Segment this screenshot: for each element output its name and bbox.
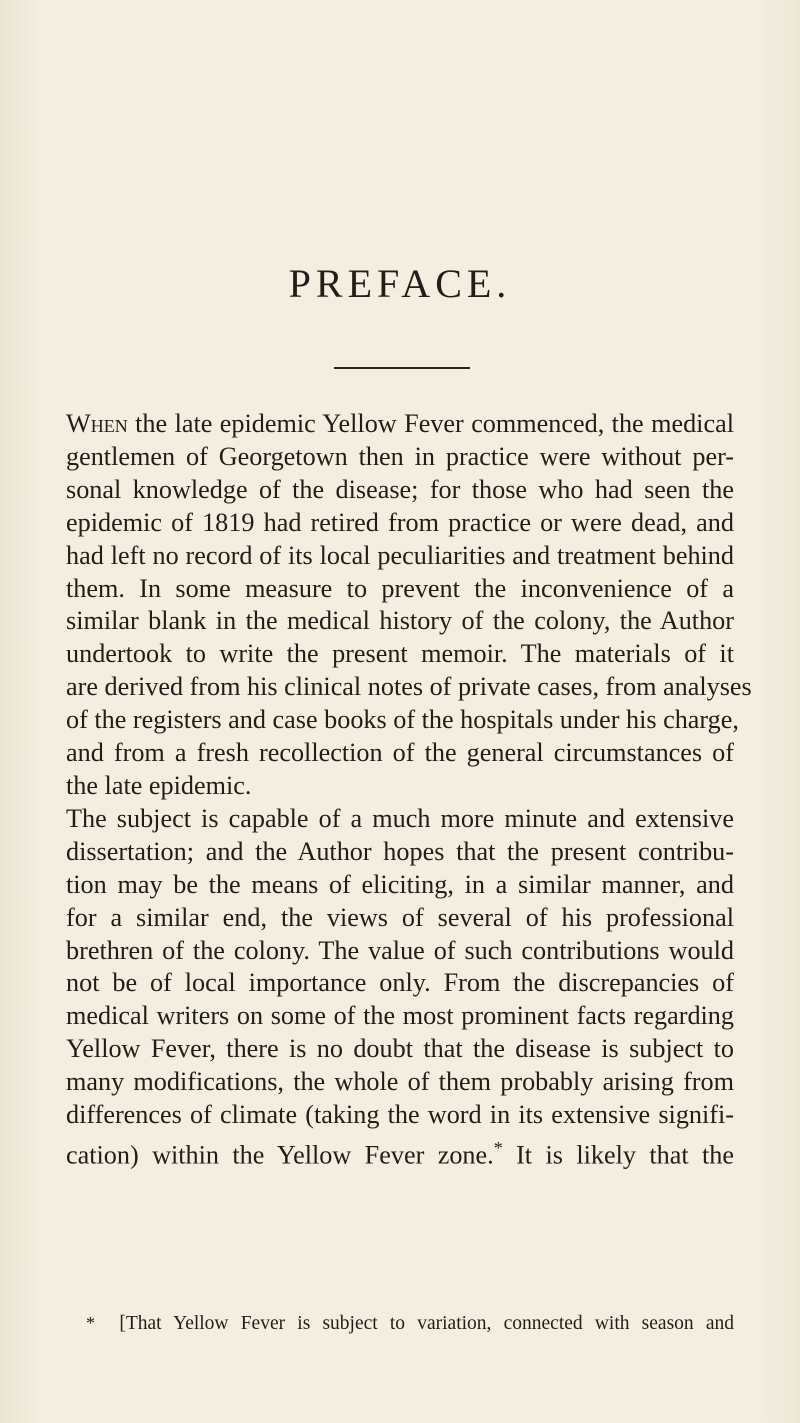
text-line: the late epidemic. bbox=[66, 770, 252, 800]
text-line: sonal knowledge of the disease; for those who had seen the bbox=[66, 474, 734, 504]
text-line: epidemic of 1819 had retired from practice or were dead, and bbox=[66, 507, 734, 537]
text-line: and from a fresh recollection of the general circumstances of bbox=[66, 738, 734, 768]
text-line: are derived from his clinical notes of private cases, from analyses bbox=[66, 672, 752, 702]
footnote-reference: * bbox=[493, 1137, 503, 1158]
text-line: for a similar end, the views of several of his professional bbox=[66, 902, 734, 932]
text-line: dissertation; and the Author hopes that the present contribu- bbox=[66, 836, 734, 866]
footnote-text: [That Yellow Fever is subject to variation, connected with season and bbox=[119, 1313, 735, 1334]
text-line: brethren of the colony. The value of such contributions would bbox=[66, 935, 734, 965]
text-line: The subject is capable of a much more minute and extensive bbox=[66, 803, 734, 833]
text-line: had left no record of its local peculiarities and treatment behind bbox=[66, 540, 734, 570]
footnote-marker: * bbox=[86, 1313, 95, 1333]
text-line: not be of local importance only. From the discrepancies of bbox=[66, 968, 734, 998]
footnote bbox=[86, 1311, 734, 1336]
preface-body bbox=[66, 408, 752, 1173]
text-line: differences of climate (taking the word in its extensive signifi- bbox=[66, 1100, 734, 1130]
text-line: medical writers on some of the most prominent facts regarding bbox=[66, 1001, 734, 1031]
text-line: of the registers and case books of the hospitals under his charge, bbox=[66, 705, 739, 735]
text-line: similar blank in the medical history of the colony, the Author bbox=[66, 606, 734, 636]
lead-word: When bbox=[66, 409, 128, 438]
text-line: When the late epidemic Yellow Fever commenced, the medical bbox=[66, 409, 734, 438]
text-line: Yellow Fever, there is no doubt that the disease is subject to bbox=[66, 1034, 734, 1064]
text-line: undertook to write the present memoir. The materials of it bbox=[66, 639, 734, 669]
text-line: them. In some measure to prevent the inconvenience of a bbox=[66, 573, 734, 603]
text-line: tion may be the means of eliciting, in a similar manner, and bbox=[66, 869, 734, 899]
text-line: many modifications, the whole of them probably arising from bbox=[66, 1067, 734, 1097]
page-title: PREFACE. bbox=[288, 261, 512, 306]
text-line: gentlemen of Georgetown then in practice were without per- bbox=[66, 441, 734, 471]
text-line: cation) within the Yellow Fever zone.* It is likely that the bbox=[66, 1137, 734, 1170]
title-divider-rule bbox=[334, 367, 470, 369]
